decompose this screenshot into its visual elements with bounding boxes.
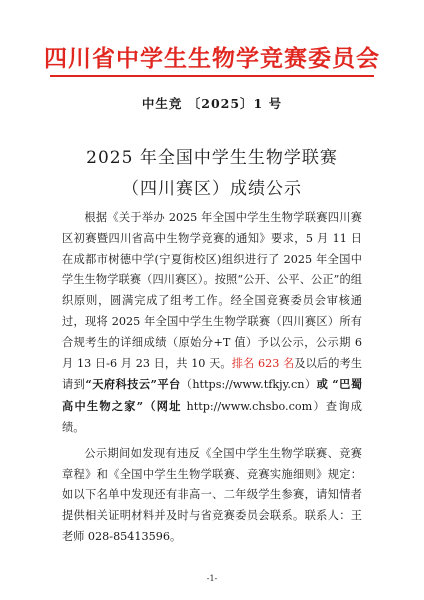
document-number: 中生竞 〔2025〕1 号 (141, 96, 283, 111)
notice-title-line-2: （四川赛区）成绩公示 (122, 179, 302, 199)
rank-highlight: 排名 623 名 (231, 356, 295, 370)
notice-title-line-1: 2025 年全国中学生生物学联赛 (86, 148, 338, 168)
bashu-url-link[interactable]: http://www.chsbo.com） (186, 400, 326, 414)
or-word: 或 (316, 377, 329, 392)
org-title: 四川省中学生生物学竞赛委员会 (44, 46, 380, 72)
page-number: -1- (206, 574, 218, 583)
paragraph-2: 公示期间如发现有违反《全国中学生生物学联赛、竞赛章程》和《全国中学生生物学联赛、竞赛实施细则》规定：如以下名单中发现还有非高一、二年级学生参赛，请知情者提供相关证明材料并及时与省竞赛委员会联系。联系人：王老师 028-85413596。 (62, 446, 362, 543)
paragraph-1-end: 查询成绩。 (62, 400, 362, 434)
notice-body (62, 208, 362, 548)
red-divider (50, 75, 374, 77)
paragraph-1 (62, 208, 362, 439)
paragraph-1-cont: 及以后的考生请到 (62, 356, 363, 392)
tianfu-url-link[interactable]: （https://www.tfkjy.cn） (180, 378, 317, 392)
platform-tianfu: “天府科技云”平台 (85, 377, 181, 392)
paragraph-1-text: 根据《关于举办 2025 年全国中学生生物学联赛四川赛区初赛暨四川省高中生物学竞赛的通知》要求，5 月 11 日在成都市树德中学(宁夏街校区)组织进行了 2025 年全国中学生生物学联赛（四川赛区）。按照“公开、公平、公正”的组织原则，圆满完成了组考工作。经全国竞赛委员会审核通过，现将 2025 年全国中学生生物学联赛（四川赛区）所有合规考生的详细成绩（原始分+T 值）予以公示，公示期 6 月 13 日-6 月 23 日，共 10 天。 (62, 211, 362, 370)
platform-bashu: “巴蜀高中生物之家”（网址 (62, 377, 363, 414)
